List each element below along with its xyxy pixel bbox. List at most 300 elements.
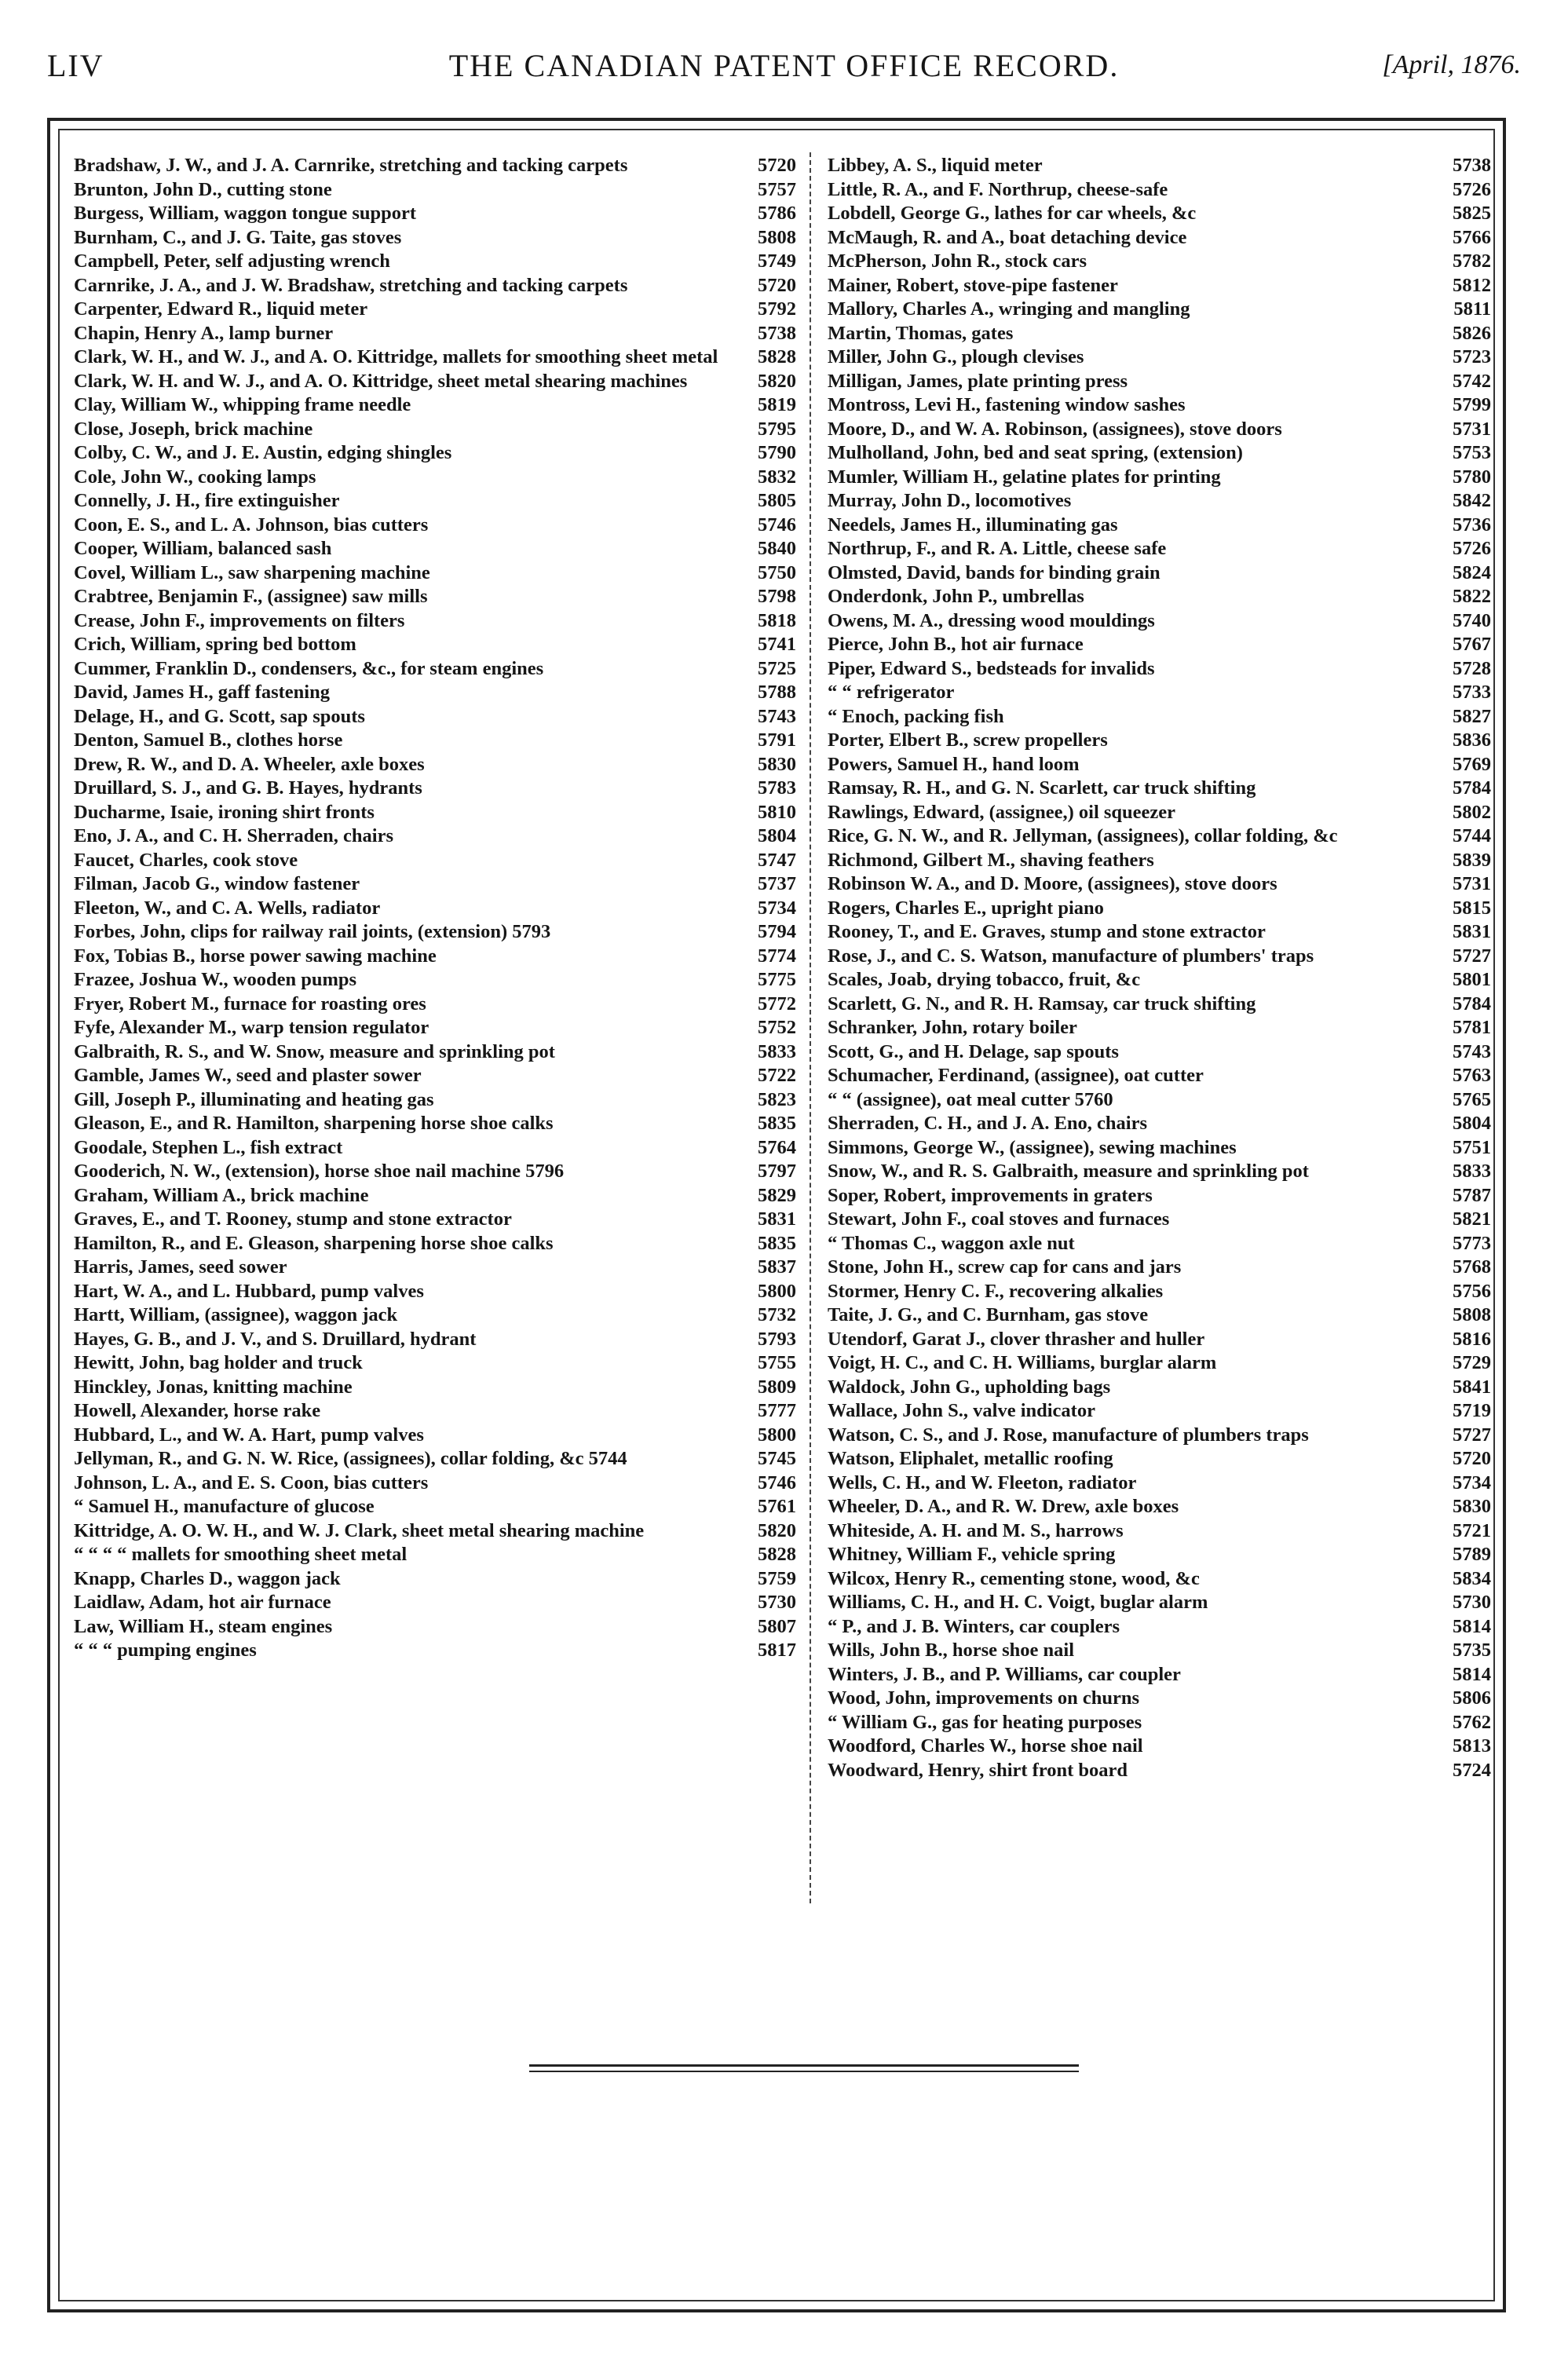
index-entry bbox=[828, 1759, 1491, 1783]
entry-text: “ “ refrigerator bbox=[828, 682, 955, 703]
patent-number: 5728 bbox=[1453, 657, 1491, 679]
index-entry bbox=[828, 537, 1491, 561]
index-entry bbox=[828, 370, 1491, 394]
index-entry bbox=[74, 1232, 796, 1256]
index-entry bbox=[828, 1303, 1491, 1328]
patent-number: 5775 bbox=[758, 969, 796, 990]
patent-number: 5821 bbox=[1453, 1208, 1491, 1230]
index-entry bbox=[828, 1184, 1491, 1208]
index-entry bbox=[828, 945, 1491, 969]
entry-text: Pierce, John B., hot air furnace bbox=[828, 634, 1084, 655]
entry-text: Hartt, William, (assignee), waggon jack bbox=[74, 1304, 398, 1325]
index-entry bbox=[828, 657, 1491, 682]
patent-number: 5726 bbox=[1453, 178, 1491, 200]
patent-number: 5729 bbox=[1453, 1352, 1491, 1373]
entry-text: Mulholland, John, bed and seat spring, (extension) bbox=[828, 442, 1243, 463]
index-entry bbox=[828, 1016, 1491, 1040]
entry-text: Clark, W. H., and W. J., and A. O. Kittridge, mallets for smoothing sheet metal bbox=[74, 346, 718, 367]
entry-text: Stormer, Henry C. F., recovering alkalies bbox=[828, 1280, 1164, 1302]
index-entry bbox=[828, 1136, 1491, 1161]
index-entry bbox=[74, 1615, 796, 1640]
end-rule bbox=[529, 2064, 1079, 2067]
patent-number: 5805 bbox=[758, 490, 796, 511]
index-entry bbox=[828, 849, 1491, 873]
index-entry bbox=[828, 489, 1491, 514]
entry-text: Fox, Tobias B., horse power sawing machine bbox=[74, 945, 437, 967]
patent-number: 5782 bbox=[1453, 250, 1491, 272]
entry-text: Drew, R. W., and D. A. Wheeler, axle boxes bbox=[74, 753, 425, 775]
patent-number: 5720 bbox=[758, 274, 796, 296]
entry-text: Williams, C. H., and H. C. Voigt, buglar alarm bbox=[828, 1592, 1208, 1613]
index-entry bbox=[74, 1447, 796, 1471]
entry-text: Taite, J. G., and C. Burnham, gas stove bbox=[828, 1304, 1149, 1325]
patent-number: 5743 bbox=[758, 705, 796, 727]
index-entry bbox=[74, 705, 796, 729]
patent-number: 5793 bbox=[758, 1328, 796, 1350]
patent-number: 5780 bbox=[1453, 466, 1491, 488]
patent-number: 5745 bbox=[758, 1448, 796, 1469]
entry-text: Fleeton, W., and C. A. Wells, radiator bbox=[74, 897, 381, 919]
index-entry bbox=[74, 178, 796, 203]
entry-text: Gill, Joseph P., illuminating and heating gas bbox=[74, 1088, 434, 1110]
patent-number: 5749 bbox=[758, 250, 796, 272]
patent-number: 5837 bbox=[758, 1256, 796, 1278]
entry-text: Delage, H., and G. Scott, sap spouts bbox=[74, 705, 365, 727]
index-entry bbox=[74, 202, 796, 226]
index-entry bbox=[828, 441, 1491, 466]
patent-number: 5839 bbox=[1453, 849, 1491, 871]
entry-text: Rawlings, Edward, (assignee,) oil squeezer bbox=[828, 801, 1176, 823]
patent-number: 5784 bbox=[1453, 993, 1491, 1014]
patent-number: 5738 bbox=[1453, 155, 1491, 176]
entry-text: Hart, W. A., and L. Hubbard, pump valves bbox=[74, 1280, 424, 1302]
index-entry bbox=[74, 968, 796, 993]
issue-date: [April, 1876. bbox=[1382, 50, 1521, 79]
patent-number: 5835 bbox=[758, 1232, 796, 1254]
patent-number: 5744 bbox=[1453, 825, 1491, 846]
index-entry bbox=[828, 1639, 1491, 1663]
entry-text: Whiteside, A. H. and M. S., harrows bbox=[828, 1519, 1124, 1541]
patent-number: 5835 bbox=[758, 1113, 796, 1134]
patent-number: 5732 bbox=[758, 1304, 796, 1325]
patent-number: 5800 bbox=[758, 1424, 796, 1446]
entry-text: Waldock, John G., upholding bags bbox=[828, 1376, 1111, 1398]
entry-text: Miller, John G., plough clevises bbox=[828, 346, 1084, 367]
patent-number: 5812 bbox=[1453, 274, 1491, 296]
patent-number: 5797 bbox=[758, 1161, 796, 1182]
index-entry bbox=[828, 1351, 1491, 1376]
entry-text: Watson, Eliphalet, metallic roofing bbox=[828, 1448, 1113, 1469]
index-entry bbox=[828, 561, 1491, 586]
entry-text: Sherraden, C. H., and J. A. Eno, chairs bbox=[828, 1113, 1148, 1134]
entry-text: Eno, J. A., and C. H. Sherraden, chairs bbox=[74, 825, 394, 846]
entry-text: Wells, C. H., and W. Fleeton, radiator bbox=[828, 1471, 1137, 1493]
entry-text: Lobdell, George G., lathes for car wheels, &c bbox=[828, 203, 1197, 224]
patent-number: 5842 bbox=[1453, 490, 1491, 511]
index-entry bbox=[828, 824, 1491, 849]
index-entry bbox=[828, 1256, 1491, 1280]
patent-number: 5800 bbox=[758, 1280, 796, 1302]
patent-number: 5746 bbox=[758, 1471, 796, 1493]
entry-text: Soper, Robert, improvements in graters bbox=[828, 1184, 1153, 1206]
patent-number: 5720 bbox=[1453, 1448, 1491, 1469]
entry-text: Johnson, L. A., and E. S. Coon, bias cutters bbox=[74, 1471, 429, 1493]
index-entry bbox=[74, 897, 796, 921]
index-entry bbox=[828, 1447, 1491, 1471]
patent-number: 5826 bbox=[1453, 322, 1491, 344]
patent-number: 5820 bbox=[758, 1519, 796, 1541]
patent-number: 5763 bbox=[1453, 1065, 1491, 1086]
patent-number: 5820 bbox=[758, 370, 796, 392]
entry-text: Murray, John D., locomotives bbox=[828, 490, 1072, 511]
patent-number: 5738 bbox=[758, 322, 796, 344]
index-entry bbox=[74, 1471, 796, 1496]
patent-number: 5731 bbox=[1453, 418, 1491, 440]
patent-number: 5813 bbox=[1453, 1735, 1491, 1757]
entry-text: Hewitt, John, bag holder and truck bbox=[74, 1352, 363, 1373]
index-entry bbox=[74, 872, 796, 897]
patent-number: 5767 bbox=[1453, 634, 1491, 655]
entry-text: Northrup, F., and R. A. Little, cheese safe bbox=[828, 538, 1167, 559]
index-entry bbox=[828, 418, 1491, 442]
entry-text: Denton, Samuel B., clothes horse bbox=[74, 729, 343, 751]
entry-text: Simmons, George W., (assignee), sewing machines bbox=[828, 1136, 1237, 1158]
entry-text: Milligan, James, plate printing press bbox=[828, 370, 1128, 392]
index-entry bbox=[828, 1424, 1491, 1448]
patent-number: 5819 bbox=[758, 394, 796, 415]
entry-text: Bradshaw, J. W., and J. A. Carnrike, stretching and tacking carpets bbox=[74, 155, 628, 176]
index-entry bbox=[74, 1016, 796, 1040]
patent-number: 5746 bbox=[758, 514, 796, 536]
index-entry bbox=[828, 705, 1491, 729]
patent-number: 5747 bbox=[758, 849, 796, 871]
entry-text: Scott, G., and H. Delage, sap spouts bbox=[828, 1040, 1119, 1062]
patent-number: 5794 bbox=[758, 921, 796, 942]
entry-text: Rice, G. N. W., and R. Jellyman, (assignees), collar folding, &c bbox=[828, 825, 1338, 846]
index-entry bbox=[828, 897, 1491, 921]
index-entry bbox=[74, 729, 796, 753]
entry-text: Rooney, T., and E. Graves, stump and stone extractor bbox=[828, 921, 1266, 942]
patent-number: 5824 bbox=[1453, 561, 1491, 583]
page-number: LIV bbox=[47, 48, 104, 83]
entry-text: Colby, C. W., and J. E. Austin, edging shingles bbox=[74, 442, 452, 463]
index-entry bbox=[828, 1399, 1491, 1424]
patent-number: 5816 bbox=[1453, 1328, 1491, 1350]
index-entry bbox=[828, 1471, 1491, 1496]
patent-number: 5725 bbox=[758, 657, 796, 679]
patent-number: 5764 bbox=[758, 1136, 796, 1158]
patent-number: 5801 bbox=[1453, 969, 1491, 990]
patent-number: 5786 bbox=[758, 203, 796, 224]
index-entry bbox=[74, 1399, 796, 1424]
entry-text: Scarlett, G. N., and R. H. Ramsay, car truck shifting bbox=[828, 993, 1256, 1014]
entry-text: Cummer, Franklin D., condensers, &c., for steam engines bbox=[74, 657, 544, 679]
entry-text: Crease, John F., improvements on filters bbox=[74, 609, 405, 631]
entry-text: Wallace, John S., valve indicator bbox=[828, 1400, 1095, 1421]
entry-text: Graham, William A., brick machine bbox=[74, 1184, 369, 1206]
entry-text: Jellyman, R., and G. N. W. Rice, (assignees), collar folding, &c 5744 bbox=[74, 1448, 627, 1469]
index-entry bbox=[828, 1495, 1491, 1519]
index-entry bbox=[828, 1208, 1491, 1232]
entry-text: Porter, Elbert B., screw propellers bbox=[828, 729, 1108, 751]
index-entry bbox=[74, 370, 796, 394]
index-entry bbox=[828, 968, 1491, 993]
patent-number: 5798 bbox=[758, 586, 796, 607]
entry-text: Law, William H., steam engines bbox=[74, 1615, 333, 1637]
index-entry bbox=[74, 514, 796, 538]
entry-text: Woodward, Henry, shirt front board bbox=[828, 1759, 1128, 1781]
patent-number: 5818 bbox=[758, 609, 796, 631]
index-entry bbox=[828, 1376, 1491, 1400]
entry-text: Hubbard, L., and W. A. Hart, pump valves bbox=[74, 1424, 424, 1446]
patent-number: 5734 bbox=[758, 897, 796, 919]
patent-number: 5724 bbox=[1453, 1759, 1491, 1781]
patent-number: 5833 bbox=[758, 1040, 796, 1062]
index-entry bbox=[74, 466, 796, 490]
index-entry bbox=[828, 1567, 1491, 1592]
index-entry bbox=[828, 801, 1491, 825]
index-entry bbox=[828, 1112, 1491, 1136]
entry-text: Schumacher, Ferdinand, (assignee), oat cutter bbox=[828, 1065, 1204, 1086]
entry-text: Rogers, Charles E., upright piano bbox=[828, 897, 1104, 919]
entry-text: Gamble, James W., seed and plaster sower bbox=[74, 1065, 422, 1086]
entry-text: McPherson, John R., stock cars bbox=[828, 250, 1087, 272]
index-entry bbox=[74, 1088, 796, 1113]
index-entry bbox=[74, 1567, 796, 1592]
entry-text: Martin, Thomas, gates bbox=[828, 322, 1014, 344]
index-entry bbox=[74, 633, 796, 657]
entry-text: Cole, John W., cooking lamps bbox=[74, 466, 316, 488]
entry-text: Scales, Joab, drying tobacco, fruit, &c bbox=[828, 969, 1141, 990]
index-entry bbox=[828, 872, 1491, 897]
patent-number: 5832 bbox=[758, 466, 796, 488]
entry-text: Forbes, John, clips for railway rail joints, (extension) 5793 bbox=[74, 921, 551, 942]
patent-number: 5721 bbox=[1453, 1519, 1491, 1541]
patent-number: 5742 bbox=[1453, 370, 1491, 392]
patent-number: 5808 bbox=[1453, 1304, 1491, 1325]
index-entry bbox=[74, 393, 796, 418]
entry-text: Mallory, Charles A., wringing and mangling bbox=[828, 298, 1190, 320]
patent-number: 5733 bbox=[1453, 682, 1491, 703]
patent-number: 5777 bbox=[758, 1400, 796, 1421]
entry-text: Mumler, William H., gelatine plates for printing bbox=[828, 466, 1221, 488]
entry-text: Whitney, William F., vehicle spring bbox=[828, 1544, 1116, 1565]
entry-text: Gleason, E., and R. Hamilton, sharpening horse shoe calks bbox=[74, 1113, 554, 1134]
index-entry bbox=[828, 1615, 1491, 1640]
entry-text: Crich, William, spring bed bottom bbox=[74, 634, 356, 655]
entry-text: Filman, Jacob G., window fastener bbox=[74, 873, 360, 894]
index-entry bbox=[74, 1639, 796, 1663]
index-entry bbox=[74, 801, 796, 825]
entry-text: Winters, J. B., and P. Williams, car coupler bbox=[828, 1663, 1181, 1685]
index-entry bbox=[828, 1687, 1491, 1711]
index-entry bbox=[74, 345, 796, 370]
patent-number: 5766 bbox=[1453, 226, 1491, 248]
entry-text: Olmsted, David, bands for binding grain bbox=[828, 561, 1160, 583]
index-entry bbox=[828, 1519, 1491, 1544]
entry-text: Montross, Levi H., fastening window sashes bbox=[828, 394, 1186, 415]
patent-number: 5743 bbox=[1453, 1040, 1491, 1062]
entry-text: “ “ “ pumping engines bbox=[74, 1640, 257, 1661]
entry-text: Libbey, A. S., liquid meter bbox=[828, 155, 1043, 176]
patent-number: 5788 bbox=[758, 682, 796, 703]
index-entry bbox=[828, 154, 1491, 178]
entry-text: Campbell, Peter, self adjusting wrench bbox=[74, 250, 390, 272]
patent-number: 5829 bbox=[758, 1184, 796, 1206]
entry-text: Carpenter, Edward R., liquid meter bbox=[74, 298, 368, 320]
entry-text: David, James H., gaff fastening bbox=[74, 682, 330, 703]
entry-text: “ William G., gas for heating purposes bbox=[828, 1711, 1142, 1733]
patent-number: 5822 bbox=[1453, 586, 1491, 607]
entry-text: Rose, J., and C. S. Watson, manufacture of plumbers' traps bbox=[828, 945, 1314, 967]
patent-number: 5811 bbox=[1453, 298, 1491, 320]
page-header bbox=[47, 47, 1521, 102]
index-entry bbox=[828, 1711, 1491, 1735]
index-entry bbox=[74, 418, 796, 442]
patent-number: 5833 bbox=[1453, 1161, 1491, 1182]
patent-number: 5792 bbox=[758, 298, 796, 320]
entry-text: Powers, Samuel H., hand loom bbox=[828, 753, 1080, 775]
patent-number: 5795 bbox=[758, 418, 796, 440]
patent-number: 5720 bbox=[758, 155, 796, 176]
patent-number: 5802 bbox=[1453, 801, 1491, 823]
index-entry bbox=[74, 681, 796, 705]
index-entry bbox=[828, 274, 1491, 298]
index-entry bbox=[828, 1232, 1491, 1256]
entry-text: Richmond, Gilbert M., shaving feathers bbox=[828, 849, 1154, 871]
entry-text: Carnrike, J. A., and J. W. Bradshaw, stretching and tacking carpets bbox=[74, 274, 628, 296]
index-entry bbox=[74, 777, 796, 801]
index-entry bbox=[828, 1280, 1491, 1304]
entry-text: Howell, Alexander, horse rake bbox=[74, 1400, 321, 1421]
patent-number: 5840 bbox=[758, 538, 796, 559]
patent-number: 5825 bbox=[1453, 203, 1491, 224]
index-entry bbox=[74, 1160, 796, 1184]
entry-text: “ Samuel H., manufacture of glucose bbox=[74, 1496, 375, 1517]
patent-number: 5740 bbox=[1453, 609, 1491, 631]
entry-text: Piper, Edward S., bedsteads for invalids bbox=[828, 657, 1155, 679]
entry-text: Ducharme, Isaie, ironing shirt fronts bbox=[74, 801, 375, 823]
patent-number: 5787 bbox=[1453, 1184, 1491, 1206]
patent-number: 5730 bbox=[758, 1592, 796, 1613]
patent-number: 5823 bbox=[758, 1088, 796, 1110]
patent-number: 5808 bbox=[758, 226, 796, 248]
patent-number: 5830 bbox=[1453, 1496, 1491, 1517]
index-entry bbox=[828, 920, 1491, 945]
index-entry bbox=[74, 824, 796, 849]
entry-text: Watson, C. S., and J. Rose, manufacture of plumbers traps bbox=[828, 1424, 1309, 1446]
patent-number: 5783 bbox=[758, 777, 796, 799]
index-entry bbox=[828, 585, 1491, 609]
right-column bbox=[828, 154, 1491, 1782]
entry-text: Onderdonk, John P., umbrellas bbox=[828, 586, 1084, 607]
entry-text: Faucet, Charles, cook stove bbox=[74, 849, 298, 871]
index-entry bbox=[828, 1064, 1491, 1088]
index-entry bbox=[828, 514, 1491, 538]
entry-text: Connelly, J. H., fire extinguisher bbox=[74, 490, 340, 511]
entry-text: Stewart, John F., coal stoves and furnaces bbox=[828, 1208, 1170, 1230]
patent-number: 5828 bbox=[758, 346, 796, 367]
column-divider bbox=[810, 152, 811, 1903]
index-entry bbox=[74, 1040, 796, 1065]
entry-text: Goodale, Stephen L., fish extract bbox=[74, 1136, 343, 1158]
entry-text: Hamilton, R., and E. Gleason, sharpening horse shoe calks bbox=[74, 1232, 554, 1254]
patent-number: 5731 bbox=[1453, 873, 1491, 894]
patent-number: 5831 bbox=[758, 1208, 796, 1230]
entry-text: Frazee, Joshua W., wooden pumps bbox=[74, 969, 357, 990]
index-entry bbox=[828, 393, 1491, 418]
patent-number: 5719 bbox=[1453, 1400, 1491, 1421]
entry-text: Mainer, Robert, stove-pipe fastener bbox=[828, 274, 1118, 296]
entry-text: Moore, D., and W. A. Robinson, (assignees), stove doors bbox=[828, 418, 1282, 440]
patent-number: 5836 bbox=[1453, 729, 1491, 751]
index-entry bbox=[828, 1040, 1491, 1065]
entry-text: Crabtree, Benjamin F., (assignee) saw mills bbox=[74, 586, 428, 607]
entry-text: Laidlaw, Adam, hot air furnace bbox=[74, 1592, 331, 1613]
patent-number: 5831 bbox=[1453, 921, 1491, 942]
patent-number: 5804 bbox=[1453, 1113, 1491, 1134]
entry-text: Knapp, Charles D., waggon jack bbox=[74, 1567, 341, 1589]
entry-text: Utendorf, Garat J., clover thrasher and huller bbox=[828, 1328, 1205, 1350]
patent-number: 5736 bbox=[1453, 514, 1491, 536]
entry-text: Owens, M. A., dressing wood mouldings bbox=[828, 609, 1155, 631]
index-entry bbox=[828, 633, 1491, 657]
index-entry bbox=[828, 298, 1491, 322]
index-entry bbox=[74, 1256, 796, 1280]
index-entry bbox=[828, 1088, 1491, 1113]
index-entry bbox=[74, 226, 796, 250]
entry-text: “ Enoch, packing fish bbox=[828, 705, 1004, 727]
entry-text: “ “ (assignee), oat meal cutter 5760 bbox=[828, 1088, 1113, 1110]
patent-number: 5761 bbox=[758, 1496, 796, 1517]
index-entry bbox=[74, 1136, 796, 1161]
index-entry bbox=[828, 993, 1491, 1017]
entry-text: Close, Joseph, brick machine bbox=[74, 418, 313, 440]
index-entry bbox=[74, 1424, 796, 1448]
entry-text: Hinckley, Jonas, knitting machine bbox=[74, 1376, 353, 1398]
entry-text: Burgess, William, waggon tongue support bbox=[74, 203, 417, 224]
index-entry bbox=[74, 322, 796, 346]
entry-text: Clark, W. H. and W. J., and A. O. Kittridge, sheet metal shearing machines bbox=[74, 370, 688, 392]
entry-text: Stone, John H., screw cap for cans and jars bbox=[828, 1256, 1182, 1278]
index-entry bbox=[828, 322, 1491, 346]
patent-number: 5751 bbox=[1453, 1136, 1491, 1158]
entry-text: “ Thomas C., waggon axle nut bbox=[828, 1232, 1075, 1254]
entry-text: McMaugh, R. and A., boat detaching device bbox=[828, 226, 1187, 248]
index-entry bbox=[74, 585, 796, 609]
patent-number: 5790 bbox=[758, 442, 796, 463]
index-entry bbox=[74, 274, 796, 298]
patent-number: 5727 bbox=[1453, 945, 1491, 967]
index-entry bbox=[74, 537, 796, 561]
entry-text: “ “ “ “ mallets for smoothing sheet metal bbox=[74, 1544, 408, 1565]
index-entry bbox=[74, 920, 796, 945]
entry-text: Covel, William L., saw sharpening machine bbox=[74, 561, 430, 583]
index-entry bbox=[828, 345, 1491, 370]
patent-number: 5815 bbox=[1453, 897, 1491, 919]
index-entry bbox=[828, 202, 1491, 226]
index-entry bbox=[74, 1376, 796, 1400]
patent-number: 5809 bbox=[758, 1376, 796, 1398]
entry-text: Burnham, C., and J. G. Taite, gas stoves bbox=[74, 226, 402, 248]
index-entry bbox=[828, 1591, 1491, 1615]
index-entry bbox=[74, 609, 796, 634]
index-entry bbox=[828, 250, 1491, 274]
entry-text: Fyfe, Alexander M., warp tension regulator bbox=[74, 1017, 429, 1038]
index-entry bbox=[74, 1328, 796, 1352]
patent-number: 5753 bbox=[1453, 442, 1491, 463]
entry-text: Needels, James H., illuminating gas bbox=[828, 514, 1118, 536]
